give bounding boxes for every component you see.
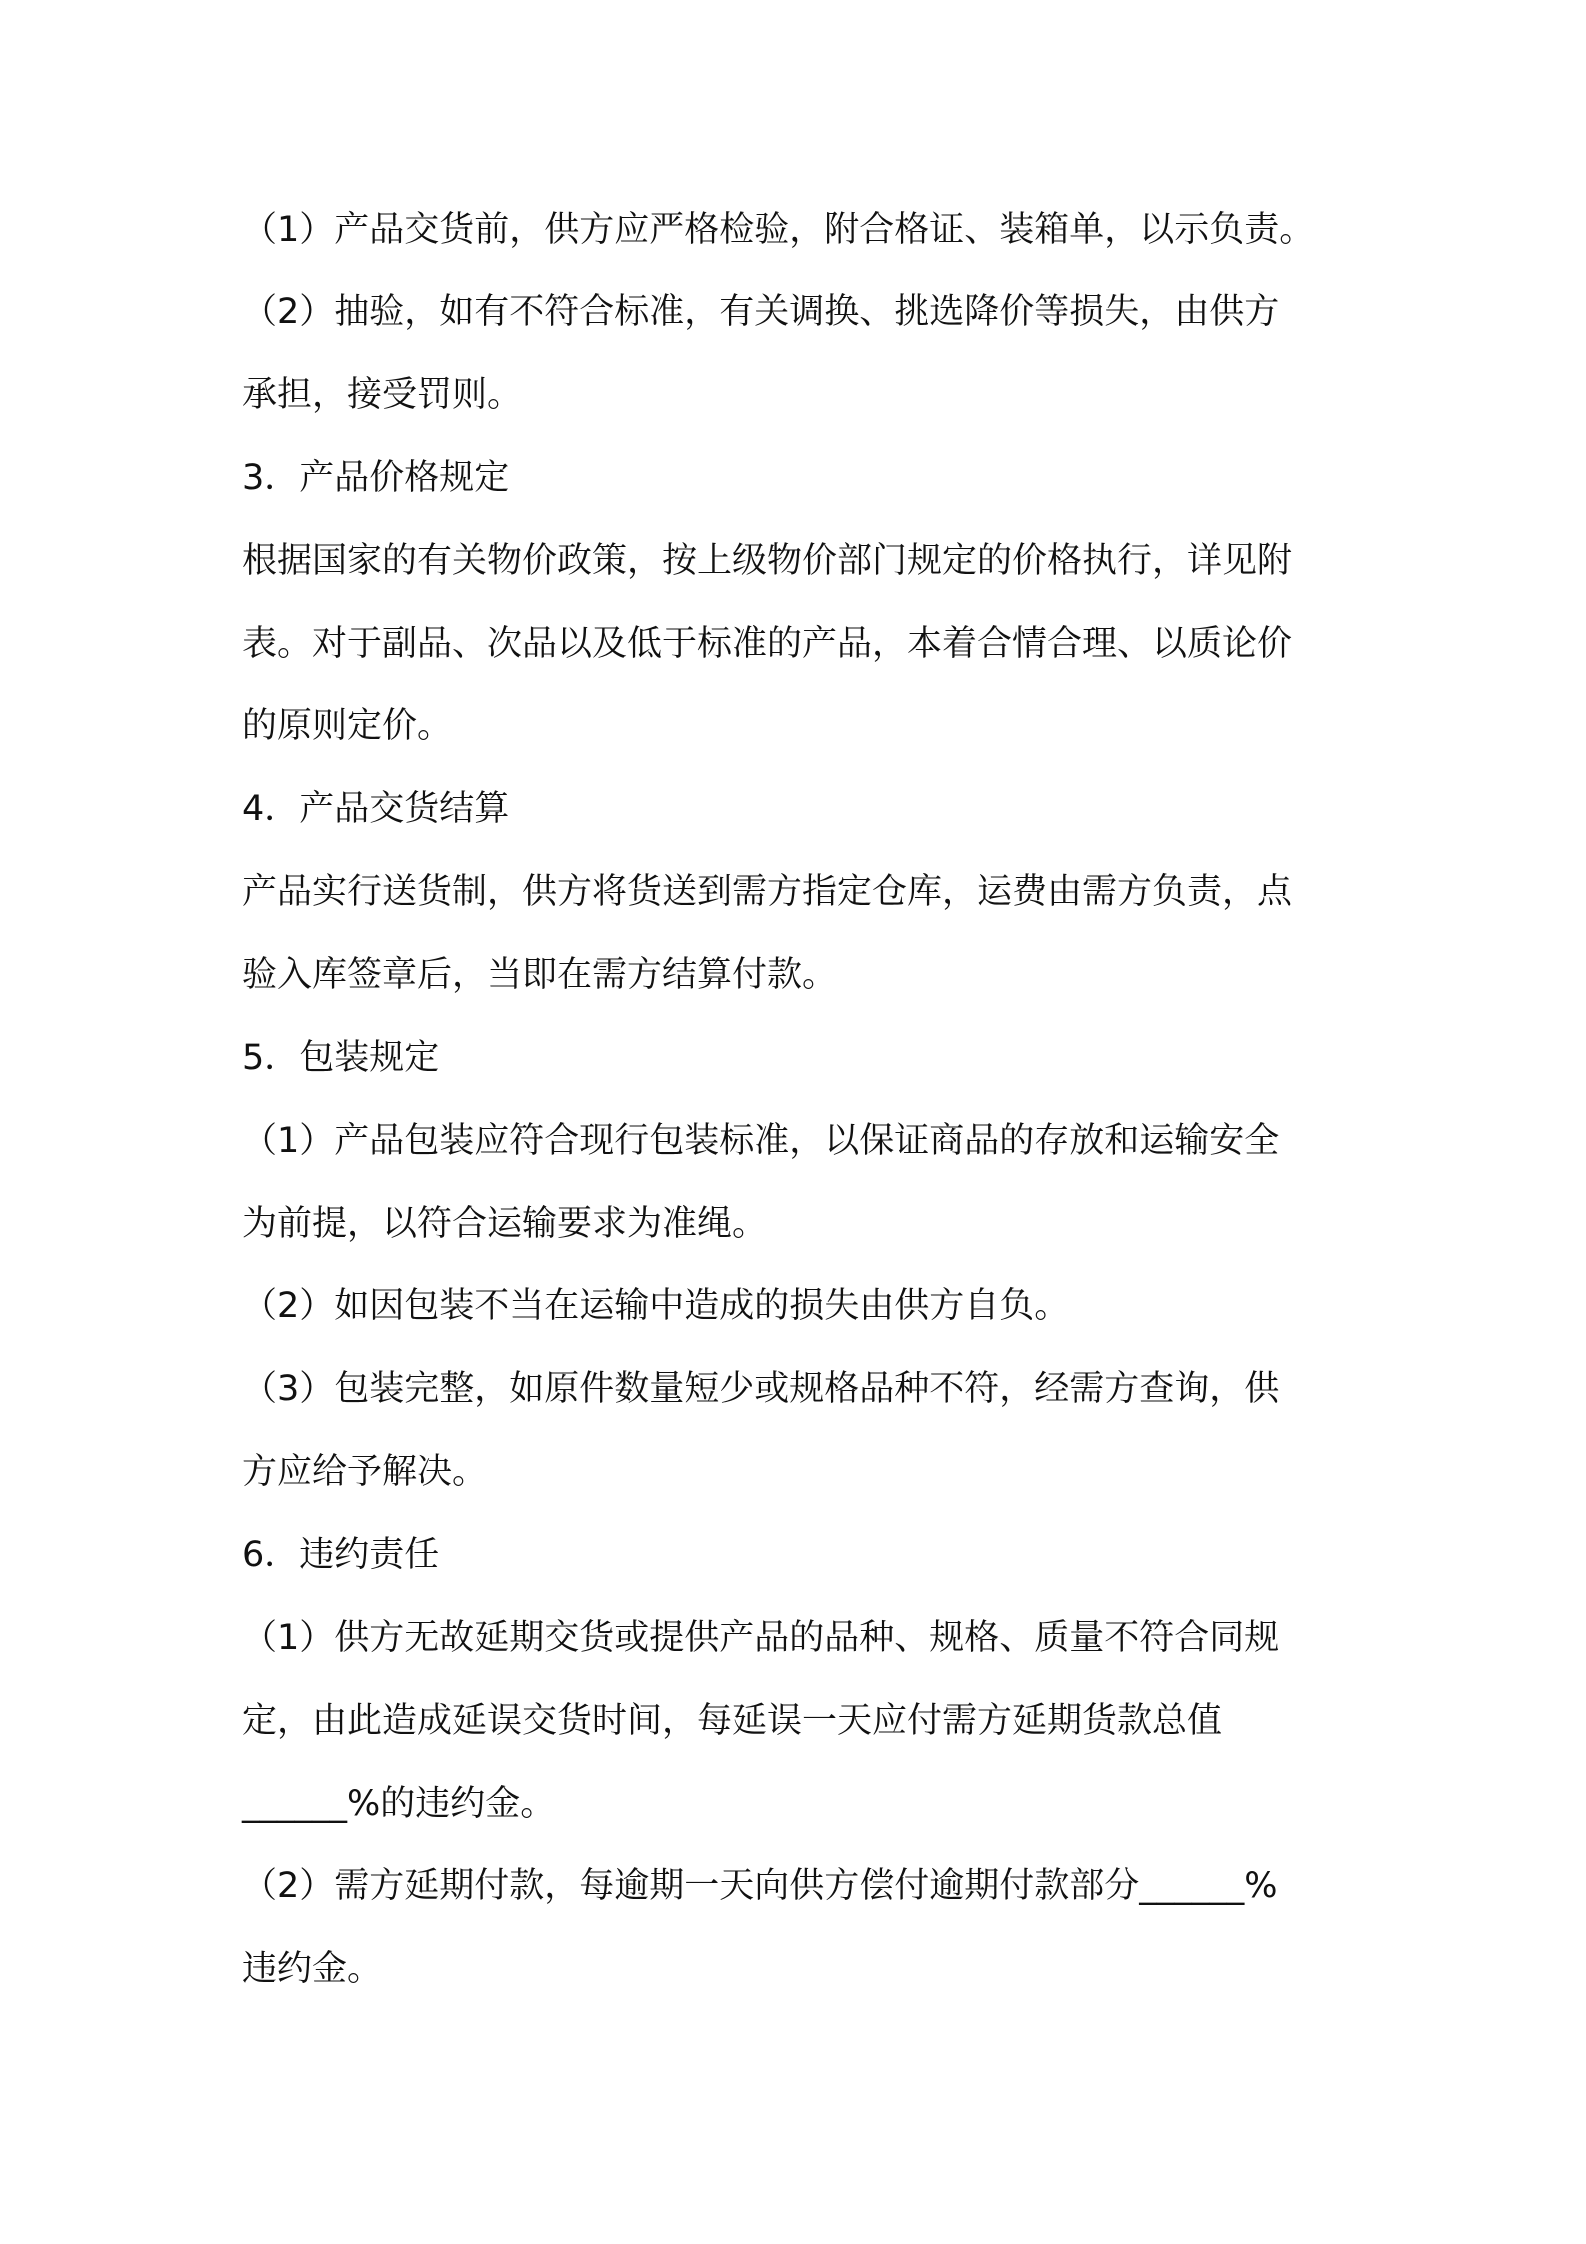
clause-4-line-1: 产品实行送货制，供方将货送到需方指定仓库，运费由需方负责，点 [242,872,1293,912]
clause-3-line-2: 表。对于副品、次品以及低于标准的产品，本着合情合理、以质论价 [242,624,1293,664]
clause-5-1-line-1: （1）产品包装应符合现行包装标准，以保证商品的存放和运输安全 [242,1121,1280,1161]
heading-4: 4．产品交货结算 [242,789,510,829]
clause-5-3-line-1: （3）包装完整，如原件数量短少或规格品种不符，经需方查询，供 [242,1369,1280,1409]
clause-3-line-1: 根据国家的有关物价政策，按上级物价部门规定的价格执行，详见附 [242,541,1293,581]
heading-5: 5．包装规定 [242,1038,440,1078]
clause-6-2-line-1: （2）需方延期付款，每逾期一天向供方偿付逾期付款部分______% [242,1866,1278,1906]
clause-2-1-line-1: （1）产品交货前，供方应严格检验，附合格证、装箱单，以示负责。 [242,210,1315,250]
clause-5-3-line-2: 方应给予解决。 [242,1452,488,1492]
clause-5-1-line-2: 为前提，以符合运输要求为准绳。 [242,1204,768,1244]
clause-6-2-line-2: 违约金。 [242,1949,383,1989]
heading-3: 3．产品价格规定 [242,458,510,498]
clause-2-2-line-2: 承担，接受罚则。 [242,375,523,415]
clause-6-1-line-1: （1）供方无故延期交货或提供产品的品种、规格、质量不符合同规 [242,1618,1280,1658]
clause-6-1-line-2: 定，由此造成延误交货时间，每延误一天应付需方延期货款总值 [242,1701,1223,1741]
clause-3-line-3: 的原则定价。 [242,706,453,746]
clause-5-2-line-1: （2）如因包装不当在运输中造成的损失由供方自负。 [242,1286,1070,1326]
clause-2-2-line-1: （2）抽验，如有不符合标准，有关调换、挑选降价等损失，由供方 [242,292,1280,332]
heading-6: 6．违约责任 [242,1535,440,1575]
clause-6-1-line-3: ______%的违约金。 [242,1784,556,1824]
clause-4-line-2: 验入库签章后，当即在需方结算付款。 [242,955,838,995]
